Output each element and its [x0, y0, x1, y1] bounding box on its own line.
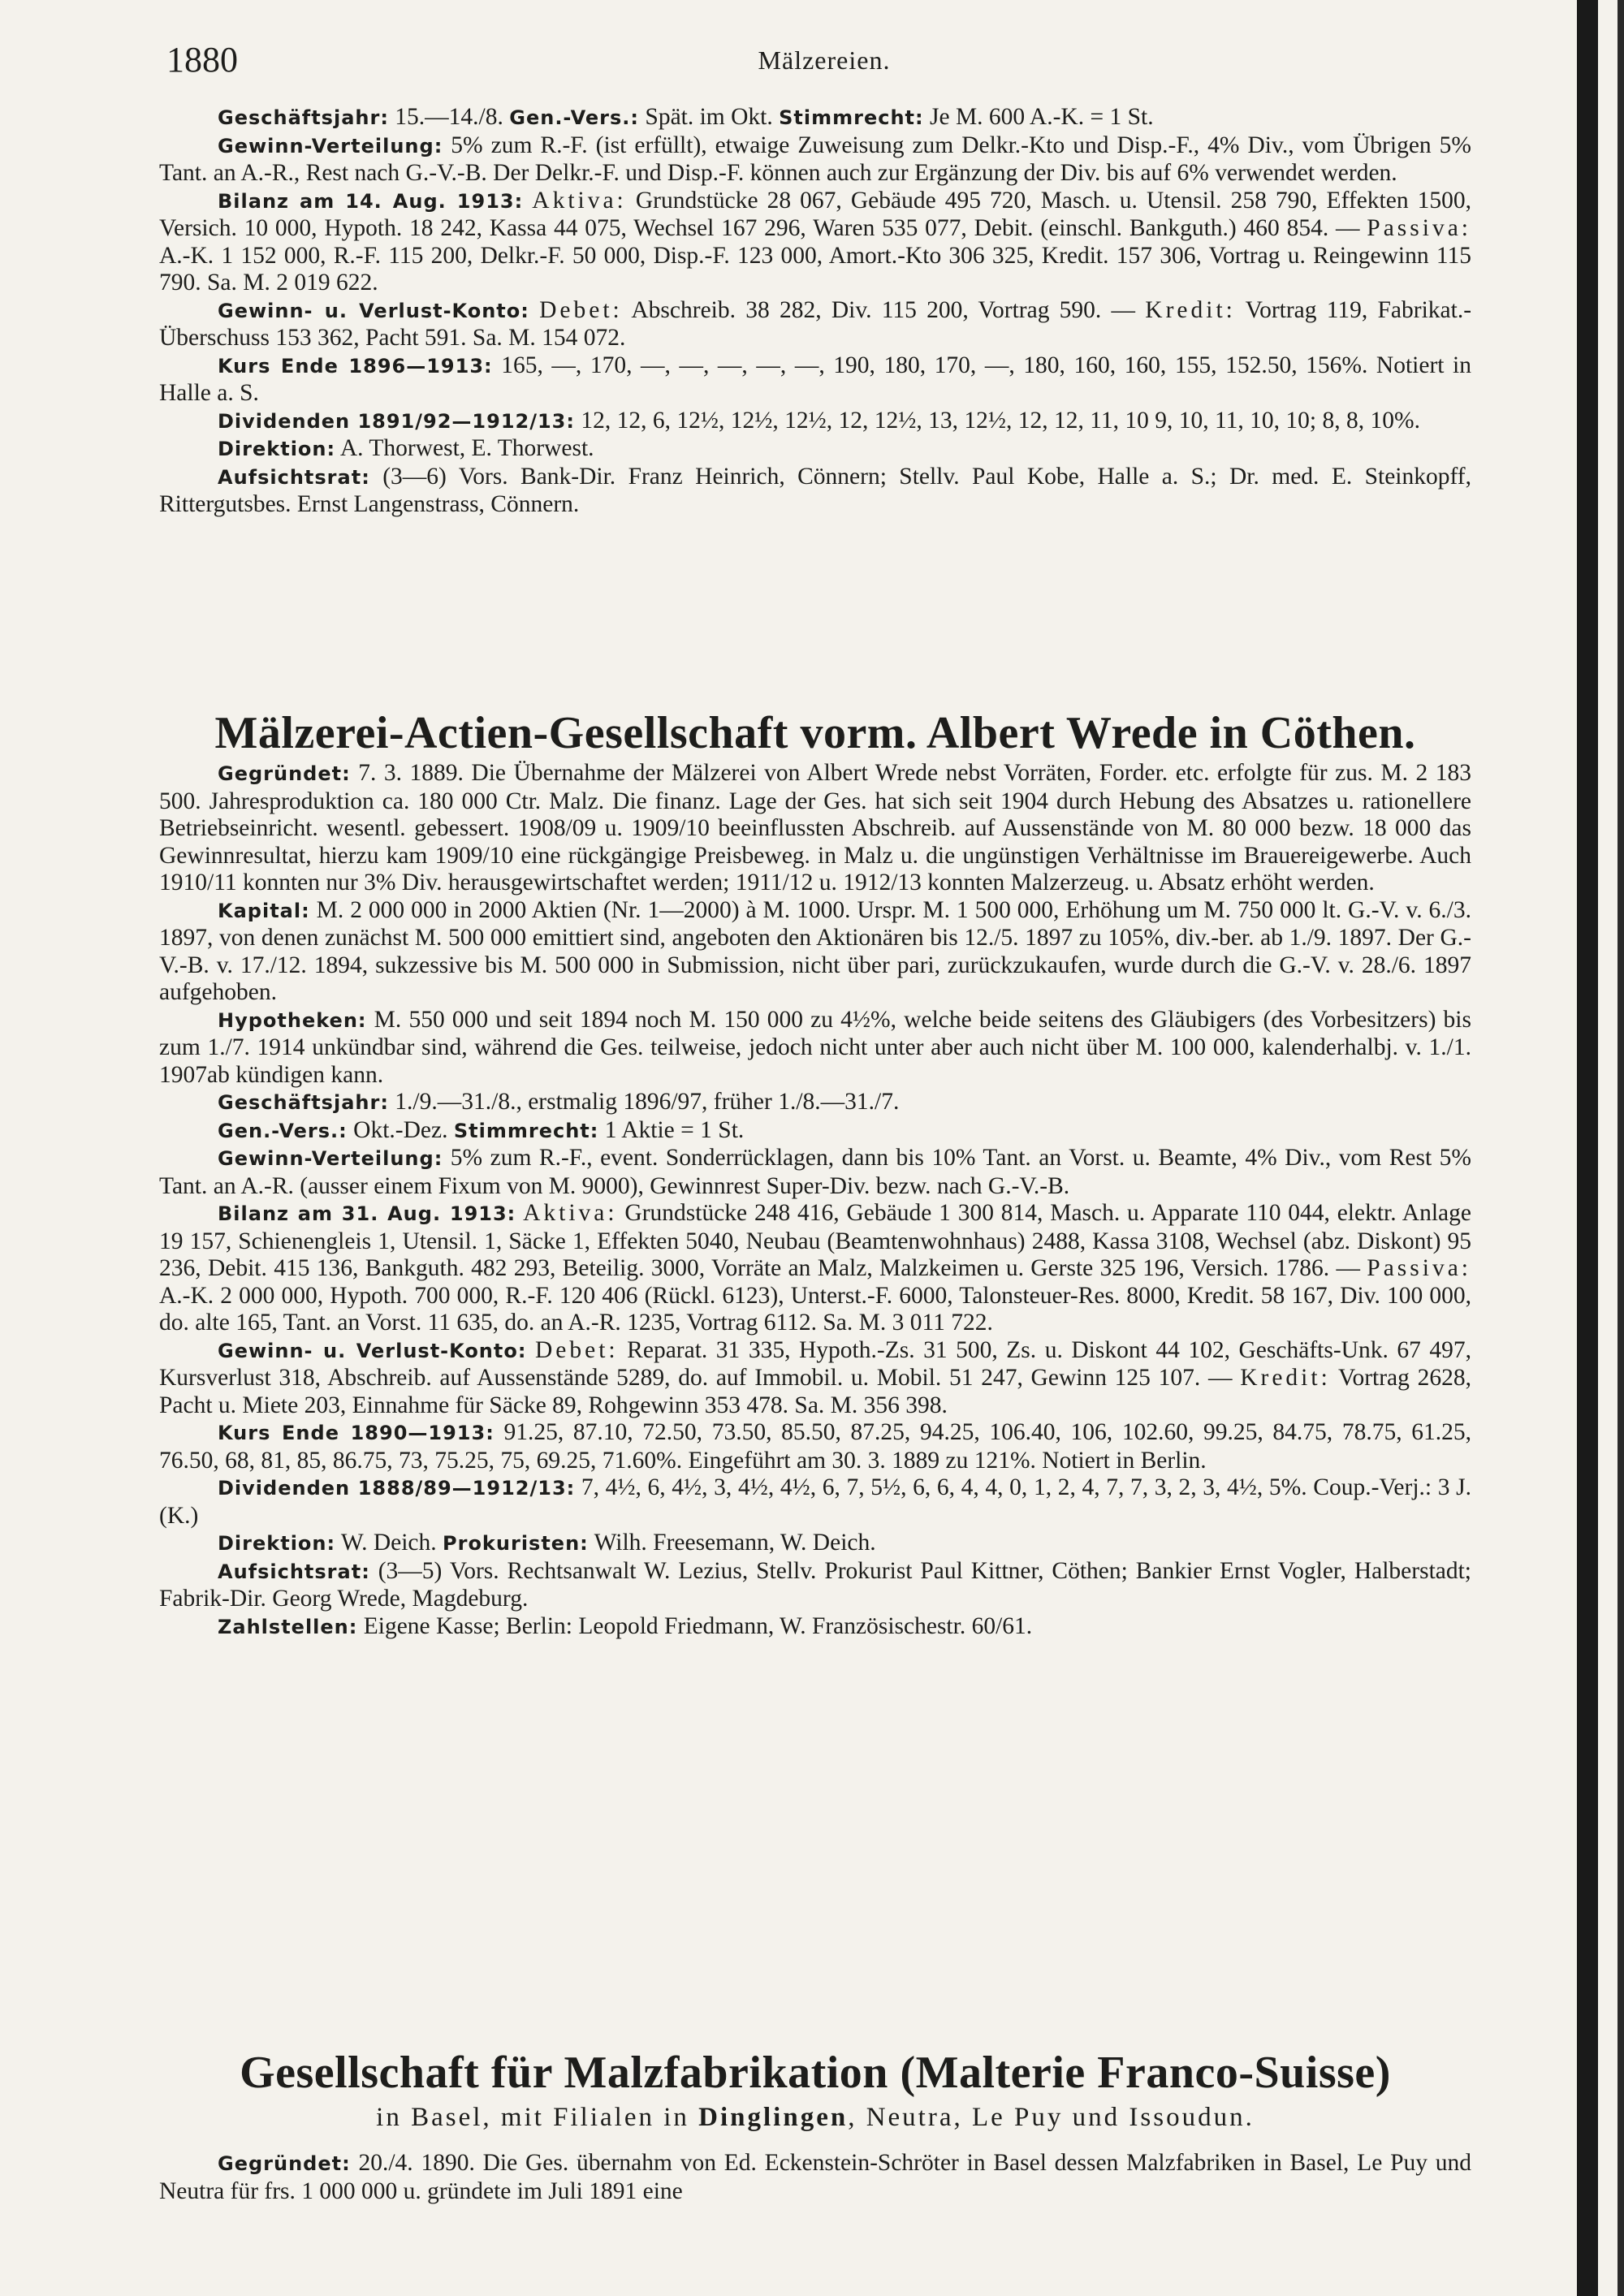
page-header	[166, 39, 1482, 88]
paragraph-dividenden: Dividenden 1888/89—1912/13: 7, 4½, 6, 4½, 3, 4½, 4½, 6, 7, 5½, 6, 6, 4, 4, 0, 1, 2, 4, 7, 7, 3, 2, 3, 4½, 5%. Coup.-Verj.: 3 J. (K.)	[159, 1474, 1471, 1529]
paragraph-gewinn-verteilung: Gewinn-Verteilung: 5% zum R.-F., event. Sonderrücklagen, dann bis 10% Tant. an Vorst. u. Beamte, 4% Div., vom Rest 5% Tant. an A.-R. (ausser einem Fixum von M. 9000), Gewinnrest Super-Div. bezw. nach G.-V.-B.	[159, 1145, 1471, 1199]
paragraph-gewinn-verlust: Gewinn- u. Verlust-Konto: Debet: Reparat. 31 335, Hypoth.-Zs. 31 500, Zs. u. Diskont 44 102, Geschäfts-Unk. 67 497, Kursverlust 318, Abschreib. auf Aussenstände 5289, do. auf Immobil. u. Mobil. 51 247, Gewinn 125 107. — Kredit: Vortrag 2628, Pacht u. Miete 203, Einnahme für Säcke 89, Rohgewinn 353 478. Sa. M. 356 398.	[159, 1336, 1472, 1418]
paragraph-geschaeftsjahr: Geschäftsjahr: 1./9.—31./8., erstmalig 1896/97, früher 1./8.—31./7.	[218, 1089, 900, 1115]
section-wrede	[159, 760, 1471, 1641]
paragraph-gegruendet: Gegründet: 20./4. 1890. Die Ges. übernahm von Ed. Eckenstein-Schröter in Basel dessen Malzfabriken in Basel, Le Puy und Neutra für frs. 1 000 000 u. gründete im Juli 1891 eine	[159, 2150, 1471, 2204]
company-title-wrede: Mälzerei-Actien-Gesellschaft vorm. Albert Wrede in Cöthen.	[214, 708, 1416, 758]
paragraph-zahlstellen: Zahlstellen: Eigene Kasse; Berlin: Leopold Friedmann, W. Französischestr. 60/61.	[218, 1612, 1033, 1639]
paragraph-gewinn-verteilung: Gewinn-Verteilung: 5% zum R.-F. (ist erfüllt), etwaige Zuweisung zum Delkr.-Kto und Disp.-F., 4% Div., vom Übrigen 5% Tant. an A.-R., Rest nach G.-V.-B. Der Delkr.-F. und Disp.-F. können auch zur Ergänzung der Div. bis auf 6% verwendet werden.	[159, 132, 1471, 186]
paragraph-direktion: Direktion: A. Thorwest, E. Thorwest.	[218, 435, 594, 461]
page-number: 1880	[166, 40, 238, 80]
paragraph-gegruendet: Gegründet: 7. 3. 1889. Die Übernahme der Mälzerei von Albert Wrede nebst Vorräten, Forder. etc. erfolgte für zus. M. 2 183 500. Jahresproduktion ca. 180 000 Ctr. Malz. Die finanz. Lage der Ges. hat sich seit 1904 durch Hebung des Absatzes u. rationellere Betriebseinricht. wesentl. gebessert. 1908/09 u. 1909/10 beeinflussten Abschreib. auf Aussenstände von M. 80 000 bezw. 18 000 das Gewinnresultat, hierzu kam 1909/10 eine rückgängige Preisbeweg. in Malz u. die ungünstigen Verhältnisse im Brauereigewerbe. Auch 1910/11 konnten nur 3% Div. herausgewirtschaftet werden; 1911/12 u. 1912/13 konnten Malzerzeug. u. Absatz erhöht werden.	[159, 760, 1471, 896]
scan-edge-bar-outer	[1618, 0, 1624, 2296]
running-head: Mälzereien.	[758, 45, 891, 75]
paragraph-aufsichtsrat: Aufsichtsrat: (3—5) Vors. Rechtsanwalt W. Lezius, Stellv. Prokurist Paul Kittner, Cöthen; Bankier Ernst Vogler, Halberstadt; Fabrik-Dir. Georg Wrede, Magdeburg.	[159, 1557, 1471, 1612]
paragraph-aufsichtsrat: Aufsichtsrat: (3—6) Vors. Bank-Dir. Franz Heinrich, Cönnern; Stellv. Paul Kobe, Halle a. S.; Dr. med. E. Steinkopff, Rittergutsbes. Ernst Langenstrass, Cönnern.	[159, 463, 1471, 517]
company-subtitle-malzfabrikation: in Basel, mit Filialen in Dinglingen, Neutra, Le Puy und Issoudun.	[376, 2103, 1255, 2132]
paragraph-kurs: Kurs Ende 1896—1913: 165, —, 170, —, —, —, —, —, 190, 180, 170, —, 180, 160, 160, 155, 152.50, 156%. Notiert in Halle a. S.	[159, 352, 1471, 406]
paragraph-gewinn-verlust: Gewinn- u. Verlust-Konto: Debet: Abschreib. 38 282, Div. 115 200, Vortrag 590. — Kredit: Vortrag 119, Fabrikat.-Überschuss 153 362, Pacht 591. Sa. M. 154 072.	[159, 296, 1472, 351]
section-malzfabrikation	[159, 2150, 1471, 2205]
paragraph-kapital: Kapital: M. 2 000 000 in 2000 Aktien (Nr. 1—2000) à M. 1000. Urspr. M. 1 500 000, Erhöhung um M. 750 000 lt. G.-V. v. 6./3. 1897, von denen zunächst M. 500 000 emittiert sind, angeboten den Aktionären bis 12./5. 1897 zu 105%, div.-ber. ab 1./9. 1897. Der G.-V.-B. v. 17./12. 1894, sukzessive bis M. 500 000 in Submission, nicht über pari, zurückzukaufen, wurde durch die G.-V. v. 28./6. 1897 aufgehoben.	[159, 896, 1471, 1005]
paragraph-geschaeftsjahr: Geschäftsjahr: 15.—14./8. Gen.-Vers.: Spät. im Okt. Stimmrecht: Je M. 600 A.-K. = 1 St.	[218, 104, 1154, 130]
paragraph-gen-vers: Gen.-Vers.: Okt.-Dez. Stimmrecht: 1 Aktie = 1 St.	[218, 1116, 745, 1143]
paragraph-kurs: Kurs Ende 1890—1913: 91.25, 87.10, 72.50, 73.50, 85.50, 87.25, 94.25, 106.40, 106, 102.60, 99.25, 84.75, 78.75, 61.25, 76.50, 68, 81, 85, 86.75, 73, 75.25, 75, 69.25, 71.60%. Eingeführt am 30. 3. 1889 zu 121%. Notiert in Berlin.	[159, 1419, 1471, 1474]
section-previous-company	[159, 104, 1471, 519]
paragraph-dividenden: Dividenden 1891/92—1912/13: 12, 12, 6, 12½, 12½, 12½, 12, 12½, 13, 12½, 12, 12, 11, 10 9, 10, 11, 10, 10; 8, 8, 10%.	[218, 407, 1420, 434]
paragraph-direktion: Direktion: W. Deich. Prokuristen: Wilh. Freesemann, W. Deich.	[218, 1530, 876, 1556]
scan-edge-bar	[1577, 0, 1598, 2296]
paragraph-bilanz: Bilanz am 31. Aug. 1913: Aktiva: Grundstücke 248 416, Gebäude 1 300 814, Masch. u. Apparate 110 044, elektr. Anlage 19 157, Schienengleis 1, Utensil. 1, Säcke 1, Effekten 5040, Neubau (Beamtenwohnhaus) 2488, Kassa 3108, Wechsel (abz. Diskont) 95 236, Debit. 415 136, Bankguth. 482 293, Beteilig. 3000, Vorräte an Malz, Malzkeimen u. Gerste 325 196, Versich. 1786. — Passiva: A.-K. 2 000 000, Hypoth. 700 000, R.-F. 120 406 (Rückl. 6123), Unterst.-F. 6000, Talonsteuer-Res. 8000, Kredit. 58 167, Div. 100 000, do. alte 165, Tant. an Vorst. 11 635, do. an A.-R. 1235, Vortrag 6112. Sa. M. 3 011 722.	[159, 1200, 1471, 1336]
paragraph-bilanz: Bilanz am 14. Aug. 1913: Aktiva: Grundstücke 28 067, Gebäude 495 720, Masch. u. Utensil. 258 790, Effekten 1500, Versich. 10 000, Hypoth. 18 242, Kassa 44 075, Wechsel 167 296, Waren 535 077, Debit. (einschl. Bankguth.) 460 854. — Passiva: A.-K. 1 152 000, R.-F. 115 200, Delkr.-F. 50 000, Disp.-F. 123 000, Amort.-Kto 306 325, Kredit. 157 306, Vortrag u. Reingewinn 115 790. Sa. M. 2 019 622.	[159, 187, 1472, 296]
company-title-malzfabrikation: Gesellschaft für Malzfabrikation (Malterie Franco-Suisse)	[240, 2048, 1391, 2098]
paragraph-hypotheken: Hypotheken: M. 550 000 und seit 1894 noch M. 150 000 zu 4½%, welche beide seitens des Gläubigers (des Vorbesitzers) bis zum 1./7. 1914 unkündbar sind, während die Ges. teilweise, jedoch nicht unter aber auch nicht über M. 100 000, kalenderhalbj. v. 1./1. 1907ab kündigen kann.	[159, 1006, 1471, 1088]
